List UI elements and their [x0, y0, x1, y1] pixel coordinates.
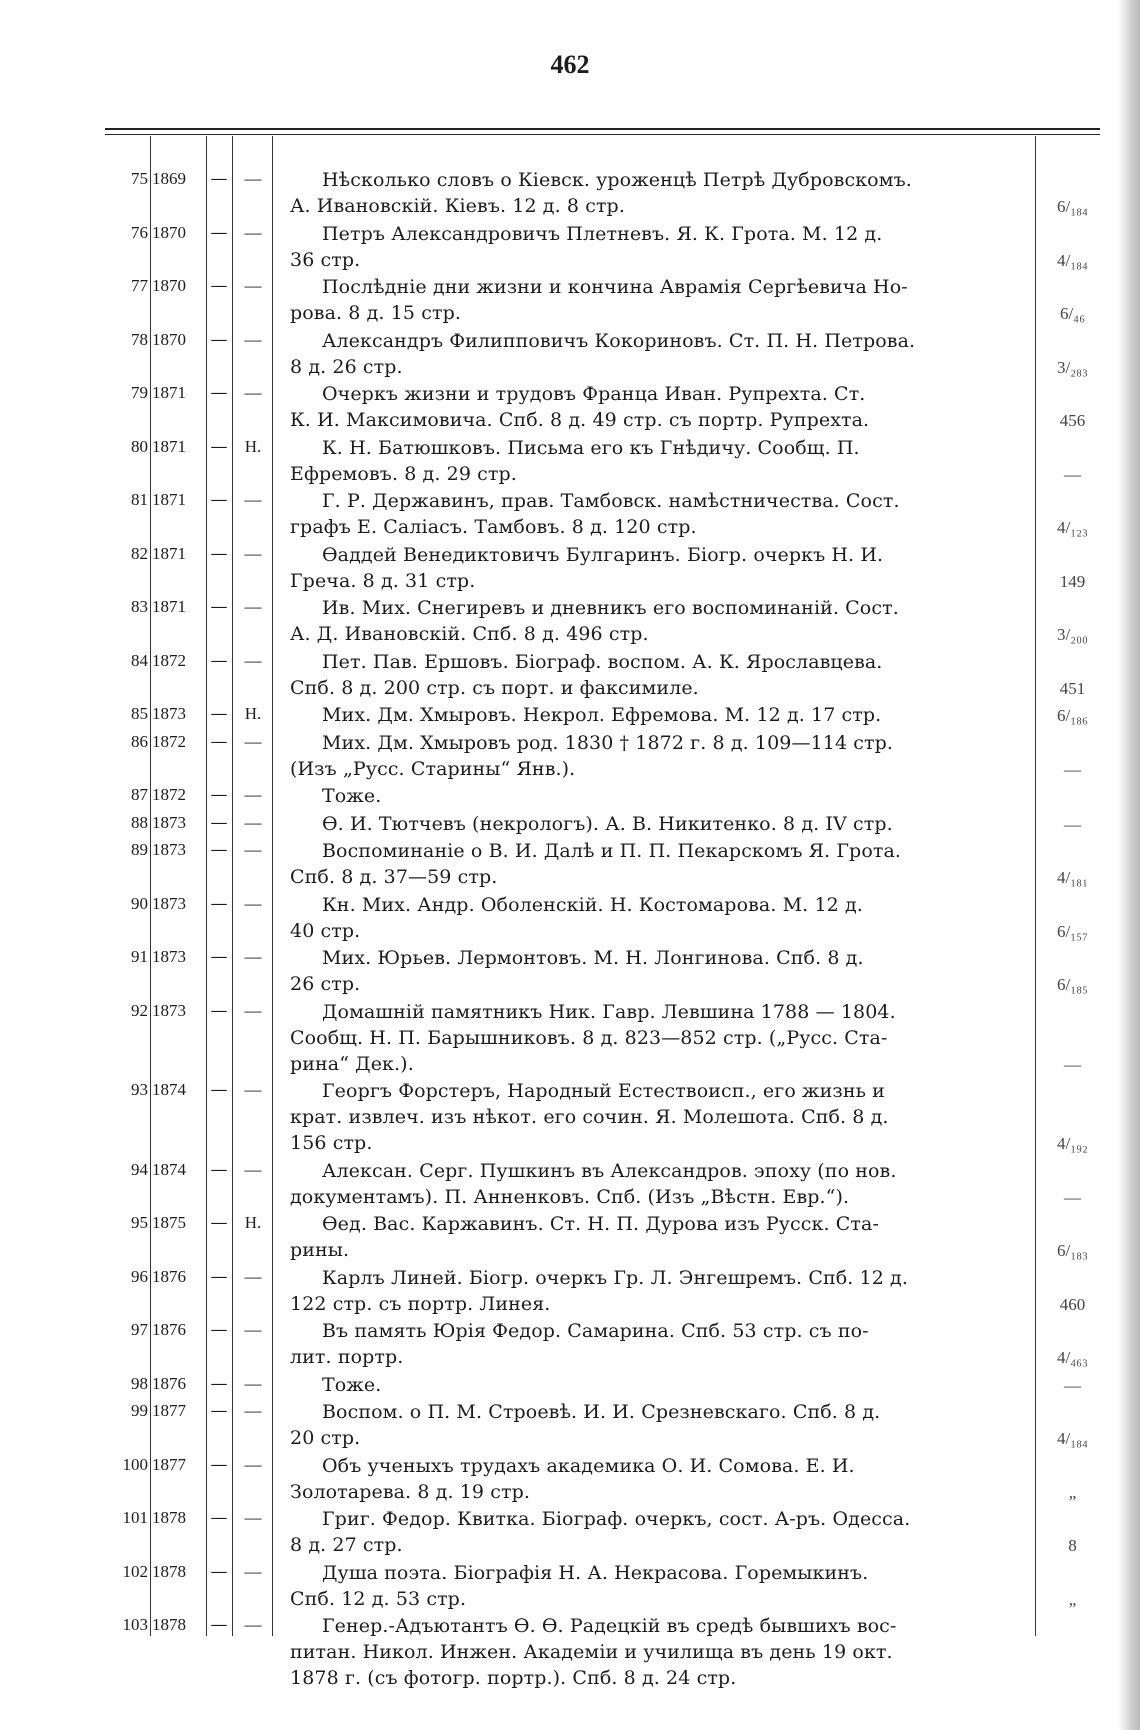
entry-dash: —: [210, 436, 228, 457]
column-rule: [272, 136, 273, 1636]
entry-year: 1873: [152, 840, 186, 859]
entry-mark: —: [244, 169, 262, 188]
entry-reference: 6/₁₈₄: [1056, 197, 1088, 216]
entry-number: 98: [131, 1373, 148, 1393]
entry-text-line: Золотарева. 8 д. 19 стр.: [290, 1480, 531, 1503]
entry-mark: —: [244, 543, 262, 563]
entry-reference: „: [1068, 1589, 1077, 1609]
entry-text-line: Г. Р. Державинъ, прав. Тамбовск. намѣстничества. Сост.: [322, 490, 900, 512]
entry-mark: —: [244, 597, 262, 616]
entry-text: [290, 1372, 1025, 1398]
entry-reference: 460: [1059, 1294, 1086, 1314]
entry-text-line: Георгъ Форстеръ, Народный Естествоисп., его жизнь и: [322, 1080, 885, 1102]
entry-mark: —: [244, 329, 262, 349]
entry-number: 90: [131, 893, 148, 913]
entry-year: 1875: [152, 1213, 186, 1232]
entry-text-line: Воспоминаніе о В. И. Далѣ и П. П. Пекарскомъ Я. Грота.: [322, 840, 902, 862]
entry-dash: —: [210, 1373, 228, 1394]
entry-number: 89: [131, 840, 148, 859]
entry-dash: —: [210, 543, 228, 564]
entry-reference: 6/₁₈₆: [1056, 706, 1088, 725]
entry-text-line: 26 стр.: [290, 973, 361, 995]
entry-mark: —: [244, 1320, 262, 1339]
entry-number: 100: [122, 1454, 148, 1474]
column-rule: [232, 136, 233, 1636]
entry-mark: —: [244, 1508, 262, 1527]
entry-year: 1876: [152, 1373, 186, 1393]
entry-text: [290, 1613, 1025, 1691]
entry-dash: —: [210, 704, 228, 724]
entry-year: 1878: [152, 1561, 186, 1581]
entry-text-line: 156 стр.: [290, 1132, 373, 1154]
column-rule: [1035, 136, 1036, 1636]
entry-reference: „: [1068, 1482, 1077, 1502]
entry-text-line: 36 стр.: [290, 248, 361, 271]
entry-text: [290, 221, 1025, 273]
entry-number: 101: [122, 1508, 148, 1527]
entry-text: [290, 702, 1025, 728]
entry-text-line: Спб. 12 д. 53 стр.: [290, 1587, 467, 1610]
entry-text-line: Тоже.: [322, 1373, 382, 1396]
entry-mark: —: [244, 1615, 262, 1634]
entry-dash: —: [210, 1508, 228, 1528]
entry-text-line: Греча. 8 д. 31 стр.: [290, 569, 476, 592]
entry-text-line: Сообщ. Н. П. Барышниковъ. 8 д. 823—852 стр. („Русс. Ста-: [290, 1026, 888, 1049]
entry-number: 91: [131, 947, 148, 966]
entry-dash: —: [210, 840, 228, 860]
entry-text-line: Спб. 8 д. 200 стр. съ порт. и факсимиле.: [290, 676, 699, 699]
entry-reference: —: [1064, 759, 1081, 779]
entry-text: [290, 1560, 1025, 1612]
entry-reference: —: [1064, 814, 1081, 834]
entry-dash: —: [210, 893, 228, 914]
entry-year: 1872: [152, 731, 186, 751]
entry-year: 1871: [152, 597, 186, 616]
entry-text: [290, 1158, 1025, 1210]
entry-number: 79: [131, 383, 148, 402]
entry-text-line: Ѳед. Вас. Каржавинъ. Ст. Н. П. Дурова изъ Русск. Ста-: [322, 1213, 879, 1235]
entry-dash: —: [210, 650, 228, 671]
page-edge-shadow: [1118, 0, 1140, 1730]
entry-text: [290, 435, 1025, 487]
entry-text-line: Мих. Дм. Хмыровъ род. 1830 † 1872 г. 8 д. 109—114 стр.: [322, 731, 894, 754]
entry-text-line: 20 стр.: [290, 1427, 361, 1449]
entry-text-line: рина“ Дек.).: [290, 1052, 414, 1075]
entry-reference: —: [1064, 1375, 1081, 1395]
entry-mark: —: [244, 893, 262, 913]
entry-mark: —: [244, 276, 262, 295]
entry-text-line: Спб. 8 д. 37—59 стр.: [290, 866, 498, 888]
entry-reference: 6/₁₈₃: [1056, 1241, 1088, 1260]
entry-text: [290, 1211, 1025, 1263]
entry-text: [290, 542, 1025, 594]
entry-dash: —: [210, 1080, 228, 1100]
entry-reference: —: [1064, 1054, 1081, 1074]
header-rule-bottom: [105, 134, 1100, 135]
entry-text-line: Очеркъ жизни и трудовъ Франца Иван. Рупрехта. Ст.: [322, 383, 866, 405]
entry-year: 1873: [152, 893, 186, 913]
entry-mark: —: [244, 840, 262, 859]
entry-text-line: Домашній памятникъ Ник. Гавр. Левшина 1788 — 1804.: [322, 1000, 896, 1023]
entry-text-line: Объ ученыхъ трудахъ академика О. И. Сомова. Е. И.: [322, 1454, 855, 1477]
entry-text-line: графъ Е. Саліасъ. Тамбовъ. 8 д. 120 стр.: [290, 516, 697, 538]
entry-text-line: 8 д. 26 стр.: [290, 355, 403, 378]
entry-text: [290, 1453, 1025, 1505]
entry-year: 1876: [152, 1320, 186, 1339]
entry-text-line: Ѳаддей Венедиктовичъ Булгаринъ. Біогр. очеркъ Н. И.: [322, 543, 884, 566]
entry-dash: —: [210, 1320, 228, 1340]
entry-reference: 456: [1059, 411, 1086, 430]
entry-text: [290, 328, 1025, 380]
entry-dash: —: [210, 785, 228, 805]
entry-mark: Н.: [244, 436, 262, 456]
entry-text-line: питан. Никол. Инжен. Академіи и училища въ день 19 окт.: [290, 1641, 893, 1663]
entry-mark: —: [244, 1373, 262, 1393]
entry-reference: 451: [1059, 678, 1086, 698]
entry-number: 92: [131, 1000, 148, 1020]
entry-text-line: 8 д. 27 стр.: [290, 1534, 403, 1556]
entry-dash: —: [210, 597, 228, 617]
entry-text-line: рины.: [290, 1239, 350, 1261]
entry-dash: —: [210, 1159, 228, 1180]
entry-year: 1871: [152, 436, 186, 456]
entry-number: 96: [131, 1266, 148, 1286]
entry-reference: 6/₄₆: [1059, 304, 1086, 323]
entry-reference: —: [1064, 1187, 1081, 1207]
entry-text: [290, 945, 1025, 997]
entry-text-line: лит. портр.: [290, 1346, 404, 1368]
entry-mark: —: [244, 383, 262, 402]
entry-number: 76: [131, 222, 148, 242]
entry-text: [290, 649, 1025, 701]
entry-year: 1877: [152, 1454, 186, 1474]
entry-year: 1873: [152, 812, 186, 832]
entry-text-line: Петръ Александровичъ Плетневъ. Я. К. Грота. М. 12 д.: [322, 222, 883, 245]
entry-text-line: А. Ивановскій. Кіевъ. 12 д. 8 стр.: [290, 195, 625, 217]
entry-reference: 3/₂₀₀: [1056, 625, 1088, 644]
entry-mark: —: [244, 222, 262, 242]
entry-text: [290, 1078, 1025, 1156]
entry-text: [290, 1506, 1025, 1558]
entry-mark: —: [244, 1561, 262, 1581]
entry-dash: —: [210, 1561, 228, 1582]
entry-text: [290, 811, 1025, 837]
entry-dash: —: [210, 947, 228, 967]
entry-dash: —: [210, 383, 228, 403]
entry-text: [290, 730, 1025, 782]
entry-text: [290, 1265, 1025, 1317]
entry-dash: —: [210, 222, 228, 243]
entry-text: [290, 892, 1025, 944]
entry-reference: 4/₁₈₄: [1056, 1429, 1088, 1448]
entry-year: 1869: [152, 169, 186, 188]
entry-text: [290, 488, 1025, 540]
entry-reference: 6/₁₅₇: [1056, 921, 1088, 941]
entry-text-line: Въ память Юрія Федор. Самарина. Спб. 53 стр. съ по-: [322, 1320, 869, 1342]
page-number: 462: [550, 50, 590, 79]
entry-year: 1873: [152, 1000, 186, 1020]
column-rule: [206, 136, 207, 1636]
entry-number: 95: [131, 1213, 148, 1232]
entry-number: 77: [131, 276, 148, 295]
entry-text-line: Душа поэта. Біографія Н. А. Некрасова. Горемыкинъ.: [322, 1561, 869, 1584]
entry-text: [290, 999, 1025, 1077]
entry-text-line: 40 стр.: [290, 919, 361, 942]
entry-text-line: Тоже.: [322, 785, 382, 807]
entry-mark: —: [244, 1266, 262, 1286]
entry-number: 82: [131, 543, 148, 563]
entry-mark: —: [244, 1080, 262, 1099]
entry-year: 1874: [152, 1159, 186, 1179]
entry-number: 94: [131, 1159, 148, 1179]
entry-year: 1871: [152, 543, 186, 563]
entry-number: 99: [131, 1401, 148, 1420]
entry-text-line: (Изъ „Русс. Старины“ Янв.).: [290, 757, 576, 780]
entry-text-line: 122 стр. съ портр. Линея.: [290, 1292, 551, 1315]
entry-text-line: Александръ Филипповичъ Кокориновъ. Ст. П. Н. Петрова.: [322, 329, 916, 352]
entry-year: 1870: [152, 276, 186, 295]
entry-year: 1878: [152, 1615, 186, 1634]
entry-mark: Н.: [244, 704, 262, 723]
entry-dash: —: [210, 1615, 228, 1635]
entry-mark: —: [244, 1454, 262, 1474]
entry-dash: —: [210, 1401, 228, 1421]
entry-text: [290, 167, 1025, 219]
entry-dash: —: [210, 1000, 228, 1021]
entry-text: [290, 1399, 1025, 1451]
column-rule: [150, 136, 151, 1636]
entry-year: 1870: [152, 222, 186, 242]
entry-text-line: Карлъ Линей. Біогр. очеркъ Гр. Л. Энгешремъ. Спб. 12 д.: [322, 1266, 908, 1289]
entry-dash: —: [210, 169, 228, 189]
entry-year: 1872: [152, 650, 186, 670]
entry-reference: 4/₄₆₃: [1056, 1348, 1088, 1367]
entry-number: 81: [131, 490, 148, 509]
entry-text-line: К. И. Максимовича. Спб. 8 д. 49 стр. съ портр. Рупрехта.: [290, 409, 870, 431]
entry-number: 102: [122, 1561, 148, 1581]
entry-text-line: Ѳ. И. Тютчевъ (некрологъ). А. В. Никитенко. 8 д. IV стр.: [322, 812, 893, 835]
entry-reference: 6/₁₈₅: [1056, 975, 1088, 994]
entry-year: 1877: [152, 1401, 186, 1420]
entry-number: 97: [131, 1320, 148, 1339]
entry-text: [290, 783, 1025, 809]
entry-year: 1873: [152, 947, 186, 966]
entry-number: 88: [131, 812, 148, 832]
entry-number: 80: [131, 436, 148, 456]
entry-text-line: Мих. Дм. Хмыровъ. Некрол. Ефремова. М. 12 д. 17 стр.: [322, 704, 882, 726]
entry-reference: 4/₁₂₃: [1056, 518, 1088, 537]
entry-text: [290, 1318, 1025, 1370]
entry-number: 83: [131, 597, 148, 616]
entry-mark: —: [244, 812, 262, 832]
entry-number: 85: [131, 704, 148, 723]
entry-year: 1878: [152, 1508, 186, 1527]
entry-reference: 4/₁₉₂: [1056, 1134, 1088, 1153]
entry-number: 86: [131, 731, 148, 751]
entry-number: 75: [131, 169, 148, 188]
entry-text-line: Алексан. Серг. Пушкинъ въ Александров. эпоху (по нов.: [322, 1159, 897, 1182]
entry-number: 78: [131, 329, 148, 349]
entry-mark: Н.: [244, 1213, 262, 1232]
entry-dash: —: [210, 276, 228, 296]
entry-mark: —: [244, 1159, 262, 1179]
entry-text-line: Нѣсколько словъ о Кіевск. уроженцѣ Петрѣ Дубровскомъ.: [322, 169, 912, 191]
header-rule-top: [105, 128, 1100, 130]
entry-reference: —: [1064, 464, 1081, 484]
entry-reference: 3/₂₈₃: [1056, 357, 1088, 377]
entry-year: 1874: [152, 1080, 186, 1099]
entry-text: [290, 381, 1025, 433]
entry-text: [290, 595, 1025, 647]
entry-mark: —: [244, 947, 262, 966]
entry-text-line: Ефремовъ. 8 д. 29 стр.: [290, 462, 517, 485]
entry-text: [290, 274, 1025, 326]
entry-year: 1876: [152, 1266, 186, 1286]
entry-number: 103: [122, 1615, 148, 1634]
entry-text: [290, 838, 1025, 890]
entry-text-line: Послѣдніе дни жизни и кончина Аврамія Сергѣевича Но-: [322, 276, 908, 298]
entry-year: 1871: [152, 383, 186, 402]
entry-year: 1872: [152, 785, 186, 804]
entry-text-line: 1878 г. (съ фотогр. портр.). Спб. 8 д. 24 стр.: [290, 1667, 737, 1689]
entry-mark: —: [244, 1000, 262, 1020]
entry-mark: —: [244, 650, 262, 670]
entry-text-line: Кн. Мих. Андр. Оболенскій. Н. Костомарова. М. 12 д.: [322, 893, 863, 916]
entry-text-line: Генер.-Адъютантъ Ѳ. Ѳ. Радецкій въ средѣ бывшихъ вос-: [322, 1615, 897, 1637]
entry-year: 1873: [152, 704, 186, 723]
entry-text-line: К. Н. Батюшковъ. Письма его къ Гнѣдичу. Сообщ. П.: [322, 436, 860, 459]
entry-reference: 4/₁₈₄: [1056, 250, 1088, 270]
entry-mark: —: [244, 785, 262, 804]
entry-text-line: документамъ). П. Анненковъ. Спб. (Изъ „Вѣстн. Евр.“).: [290, 1185, 850, 1208]
entry-reference: 8: [1068, 1536, 1077, 1555]
entry-text-line: А. Д. Ивановскій. Спб. 8 д. 496 стр.: [290, 623, 649, 645]
entry-dash: —: [210, 329, 228, 350]
entry-text-line: Мих. Юрьев. Лермонтовъ. М. Н. Лонгинова. Спб. 8 д.: [322, 947, 864, 969]
entry-text-line: Воспом. о П. М. Строевѣ. И. И. Срезневскаго. Спб. 8 д.: [322, 1401, 881, 1423]
entry-text-line: Ив. Мих. Снегиревъ и дневникъ его воспоминаній. Сост.: [322, 597, 899, 619]
entry-number: 93: [131, 1080, 148, 1099]
entry-reference: 149: [1059, 571, 1086, 591]
entry-text-line: крат. извлеч. изъ нѣкот. его сочин. Я. Молешота. Спб. 8 д.: [290, 1106, 889, 1128]
entry-dash: —: [210, 490, 228, 510]
entry-year: 1870: [152, 329, 186, 349]
entry-dash: —: [210, 1213, 228, 1233]
entry-number: 87: [131, 785, 148, 804]
entry-text-line: рова. 8 д. 15 стр.: [290, 302, 461, 324]
entry-dash: —: [210, 1266, 228, 1287]
entry-text-line: Пет. Пав. Ершовъ. Біограф. воспом. А. К. Ярославцева.: [322, 650, 883, 673]
entry-mark: —: [244, 1401, 262, 1420]
entry-mark: —: [244, 490, 262, 509]
entry-year: 1871: [152, 490, 186, 509]
entry-reference: 4/₁₈₁: [1056, 868, 1088, 887]
entry-dash: —: [210, 731, 228, 752]
entry-text-line: Григ. Федор. Квитка. Біограф. очеркъ, сост. А-ръ. Одесса.: [322, 1508, 911, 1530]
entry-dash: —: [210, 1454, 228, 1475]
entry-number: 84: [131, 650, 148, 670]
entry-dash: —: [210, 812, 228, 833]
entry-mark: —: [244, 731, 262, 751]
